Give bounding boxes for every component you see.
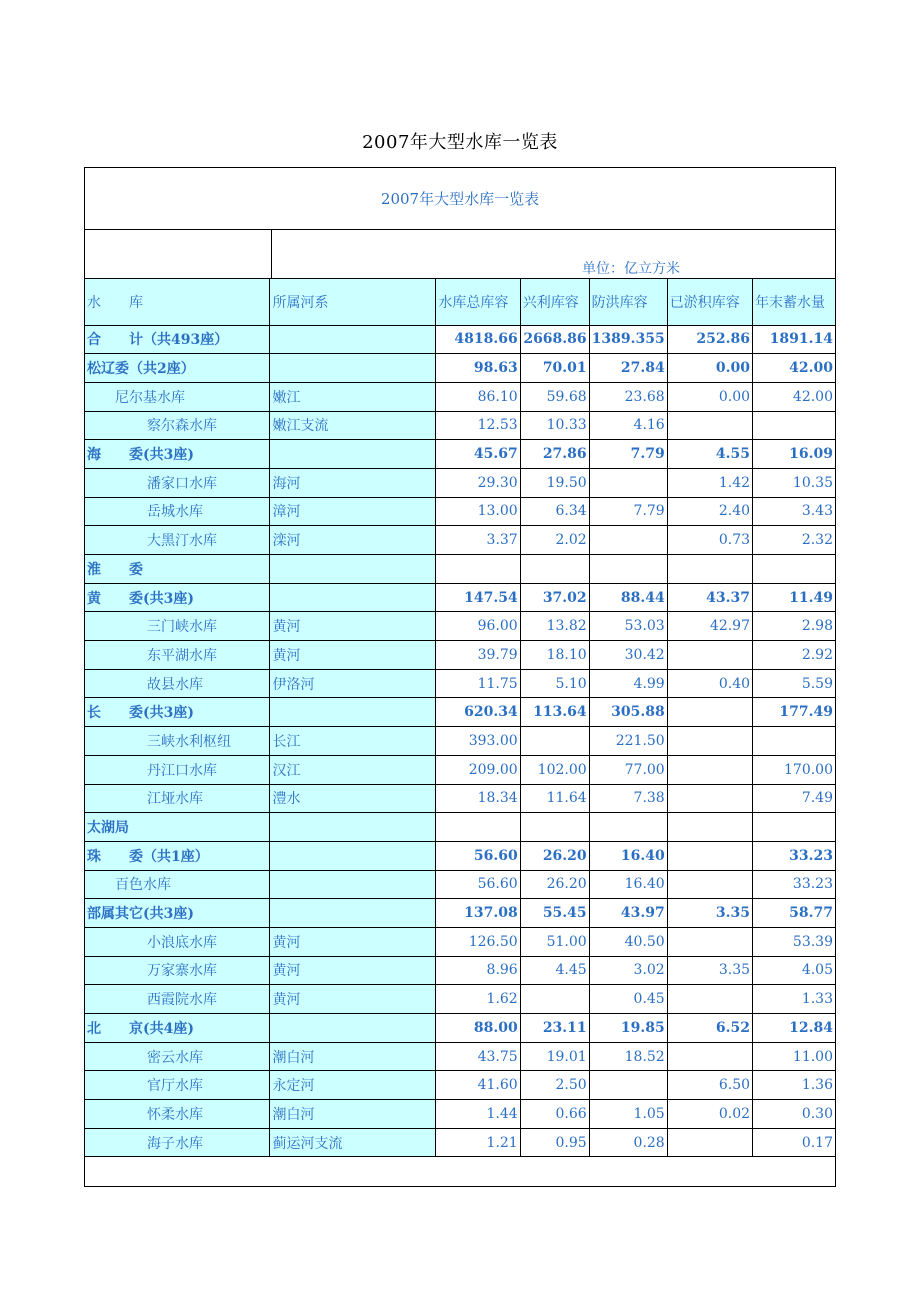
- table-row: [85, 1071, 835, 1100]
- table-row: [85, 727, 835, 756]
- flood-capacity-cell: 0.45: [589, 985, 667, 1014]
- silted-capacity-cell: [667, 698, 752, 727]
- useful-capacity-cell: 11.64: [520, 784, 589, 813]
- useful-capacity-cell: 27.86: [520, 440, 589, 469]
- flood-capacity-cell: 3.02: [589, 956, 667, 985]
- total-capacity-cell: 18.34: [436, 784, 520, 813]
- useful-capacity-cell: [520, 555, 589, 584]
- flood-capacity-cell: 53.03: [589, 612, 667, 641]
- total-capacity-cell: 56.60: [436, 841, 520, 870]
- total-capacity-cell: 126.50: [436, 927, 520, 956]
- unit-label: 单位：亿立方米: [582, 261, 680, 277]
- flood-capacity-cell: 88.44: [589, 583, 667, 612]
- table-row: [85, 755, 835, 784]
- table-row: [85, 497, 835, 526]
- year-end-storage-cell: 16.09: [753, 440, 835, 469]
- reservoir-name-cell: 黄 委(共3座): [85, 583, 270, 612]
- reservoir-name-cell: 万家寨水库: [85, 956, 270, 985]
- reservoir-table: [85, 279, 835, 1157]
- flood-capacity-cell: 77.00: [589, 755, 667, 784]
- year-end-storage-cell: [753, 727, 835, 756]
- header-flood-capacity: 防洪库容: [589, 279, 667, 325]
- table-row: [85, 1042, 835, 1071]
- river-cell: [270, 440, 436, 469]
- flood-capacity-cell: 19.85: [589, 1014, 667, 1043]
- table-row: [85, 927, 835, 956]
- table-caption: 2007年大型水库一览表: [85, 168, 835, 230]
- total-capacity-cell: 29.30: [436, 468, 520, 497]
- year-end-storage-cell: 1891.14: [753, 325, 835, 354]
- header-total-capacity: 水库总库容: [436, 279, 520, 325]
- reservoir-name-cell: 岳城水库: [85, 497, 270, 526]
- river-cell: [270, 583, 436, 612]
- year-end-storage-cell: 2.98: [753, 612, 835, 641]
- year-end-storage-cell: [753, 555, 835, 584]
- total-capacity-cell: 209.00: [436, 755, 520, 784]
- year-end-storage-cell: 2.92: [753, 641, 835, 670]
- silted-capacity-cell: 0.02: [667, 1100, 752, 1129]
- year-end-storage-cell: 2.32: [753, 526, 835, 555]
- reservoir-name-cell: 海子水库: [85, 1128, 270, 1157]
- silted-capacity-cell: [667, 755, 752, 784]
- total-capacity-cell: 88.00: [436, 1014, 520, 1043]
- silted-capacity-cell: [667, 555, 752, 584]
- silted-capacity-cell: 0.40: [667, 669, 752, 698]
- useful-capacity-cell: 19.01: [520, 1042, 589, 1071]
- flood-capacity-cell: 221.50: [589, 727, 667, 756]
- flood-capacity-cell: 0.28: [589, 1128, 667, 1157]
- useful-capacity-cell: 59.68: [520, 382, 589, 411]
- reservoir-name-cell: 太湖局: [85, 813, 270, 842]
- river-cell: [270, 325, 436, 354]
- useful-capacity-cell: 26.20: [520, 841, 589, 870]
- silted-capacity-cell: 0.00: [667, 382, 752, 411]
- total-capacity-cell: 39.79: [436, 641, 520, 670]
- header-river: 所属河系: [270, 279, 436, 325]
- silted-capacity-cell: [667, 985, 752, 1014]
- useful-capacity-cell: 19.50: [520, 468, 589, 497]
- useful-capacity-cell: 55.45: [520, 899, 589, 928]
- river-cell: 澧水: [270, 784, 436, 813]
- table-row: [85, 641, 835, 670]
- reservoir-name-cell: 潘家口水库: [85, 468, 270, 497]
- river-cell: 海河: [270, 468, 436, 497]
- useful-capacity-cell: [520, 985, 589, 1014]
- river-cell: 嫩江支流: [270, 411, 436, 440]
- useful-capacity-cell: [520, 813, 589, 842]
- total-capacity-cell: 147.54: [436, 583, 520, 612]
- unit-row: [85, 230, 835, 279]
- silted-capacity-cell: 3.35: [667, 899, 752, 928]
- total-capacity-cell: 11.75: [436, 669, 520, 698]
- reservoir-name-cell: 松辽委（共2座）: [85, 354, 270, 383]
- flood-capacity-cell: [589, 1071, 667, 1100]
- table-row: [85, 354, 835, 383]
- silted-capacity-cell: 252.86: [667, 325, 752, 354]
- silted-capacity-cell: 6.52: [667, 1014, 752, 1043]
- total-capacity-cell: 1.21: [436, 1128, 520, 1157]
- useful-capacity-cell: 2.02: [520, 526, 589, 555]
- header-year-end-storage: 年末蓄水量: [753, 279, 835, 325]
- reservoir-name-cell: 尼尔基水库: [85, 382, 270, 411]
- useful-capacity-cell: 13.82: [520, 612, 589, 641]
- table-row: [85, 555, 835, 584]
- useful-capacity-cell: 70.01: [520, 354, 589, 383]
- table-row: [85, 382, 835, 411]
- reservoir-name-cell: 淮 委: [85, 555, 270, 584]
- reservoir-name-cell: 丹江口水库: [85, 755, 270, 784]
- flood-capacity-cell: 40.50: [589, 927, 667, 956]
- silted-capacity-cell: 4.55: [667, 440, 752, 469]
- useful-capacity-cell: 2.50: [520, 1071, 589, 1100]
- river-cell: [270, 870, 436, 899]
- total-capacity-cell: 1.44: [436, 1100, 520, 1129]
- reservoir-name-cell: 察尔森水库: [85, 411, 270, 440]
- year-end-storage-cell: 42.00: [753, 382, 835, 411]
- silted-capacity-cell: [667, 641, 752, 670]
- year-end-storage-cell: 0.17: [753, 1128, 835, 1157]
- silted-capacity-cell: 1.42: [667, 468, 752, 497]
- flood-capacity-cell: 7.79: [589, 497, 667, 526]
- total-capacity-cell: 13.00: [436, 497, 520, 526]
- table-row: [85, 669, 835, 698]
- useful-capacity-cell: 37.02: [520, 583, 589, 612]
- total-capacity-cell: 56.60: [436, 870, 520, 899]
- reservoir-name-cell: 东平湖水库: [85, 641, 270, 670]
- silted-capacity-cell: [667, 870, 752, 899]
- reservoir-name-cell: 密云水库: [85, 1042, 270, 1071]
- useful-capacity-cell: 2668.86: [520, 325, 589, 354]
- flood-capacity-cell: [589, 813, 667, 842]
- year-end-storage-cell: 1.36: [753, 1071, 835, 1100]
- table-row: [85, 325, 835, 354]
- reservoir-name-cell: 部属其它(共3座): [85, 899, 270, 928]
- year-end-storage-cell: 1.33: [753, 985, 835, 1014]
- useful-capacity-cell: 0.95: [520, 1128, 589, 1157]
- flood-capacity-cell: 4.16: [589, 411, 667, 440]
- table-row: [85, 813, 835, 842]
- table-header-row: [85, 279, 835, 325]
- total-capacity-cell: 1.62: [436, 985, 520, 1014]
- river-cell: 潮白河: [270, 1042, 436, 1071]
- table-row: [85, 870, 835, 899]
- year-end-storage-cell: 12.84: [753, 1014, 835, 1043]
- flood-capacity-cell: 18.52: [589, 1042, 667, 1071]
- silted-capacity-cell: [667, 927, 752, 956]
- table-row: [85, 1128, 835, 1157]
- reservoir-name-cell: 海 委(共3座): [85, 440, 270, 469]
- table-row: [85, 526, 835, 555]
- flood-capacity-cell: 23.68: [589, 382, 667, 411]
- reservoir-name-cell: 百色水库: [85, 870, 270, 899]
- reservoir-name-cell: 北 京(共4座): [85, 1014, 270, 1043]
- silted-capacity-cell: 2.40: [667, 497, 752, 526]
- total-capacity-cell: [436, 813, 520, 842]
- year-end-storage-cell: 3.43: [753, 497, 835, 526]
- river-cell: 黄河: [270, 612, 436, 641]
- table-row: [85, 899, 835, 928]
- silted-capacity-cell: [667, 784, 752, 813]
- flood-capacity-cell: 16.40: [589, 841, 667, 870]
- year-end-storage-cell: 11.49: [753, 583, 835, 612]
- flood-capacity-cell: 16.40: [589, 870, 667, 899]
- reservoir-name-cell: 江垭水库: [85, 784, 270, 813]
- river-cell: 黄河: [270, 985, 436, 1014]
- total-capacity-cell: 96.00: [436, 612, 520, 641]
- flood-capacity-cell: 7.38: [589, 784, 667, 813]
- page-title: 2007年大型水库一览表: [362, 132, 558, 153]
- reservoir-table-frame: [84, 167, 836, 1187]
- table-row: [85, 440, 835, 469]
- year-end-storage-cell: 0.30: [753, 1100, 835, 1129]
- reservoir-name-cell: 官厅水库: [85, 1071, 270, 1100]
- total-capacity-cell: 12.53: [436, 411, 520, 440]
- flood-capacity-cell: 1.05: [589, 1100, 667, 1129]
- total-capacity-cell: 86.10: [436, 382, 520, 411]
- river-cell: 潮白河: [270, 1100, 436, 1129]
- table-row: [85, 985, 835, 1014]
- river-cell: [270, 555, 436, 584]
- silted-capacity-cell: 0.00: [667, 354, 752, 383]
- year-end-storage-cell: 7.49: [753, 784, 835, 813]
- useful-capacity-cell: 6.34: [520, 497, 589, 526]
- table-row: [85, 612, 835, 641]
- total-capacity-cell: 41.60: [436, 1071, 520, 1100]
- header-reservoir: 水 库: [85, 279, 270, 325]
- year-end-storage-cell: 33.23: [753, 870, 835, 899]
- river-cell: 漳河: [270, 497, 436, 526]
- year-end-storage-cell: [753, 813, 835, 842]
- table-row: [85, 583, 835, 612]
- table-row: [85, 956, 835, 985]
- river-cell: [270, 1014, 436, 1043]
- table-row: [85, 1014, 835, 1043]
- reservoir-name-cell: 三峡水利枢纽: [85, 727, 270, 756]
- reservoir-name-cell: 长 委(共3座): [85, 698, 270, 727]
- table-row: [85, 468, 835, 497]
- silted-capacity-cell: 6.50: [667, 1071, 752, 1100]
- table-row: [85, 841, 835, 870]
- total-capacity-cell: 8.96: [436, 956, 520, 985]
- year-end-storage-cell: 33.23: [753, 841, 835, 870]
- river-cell: [270, 698, 436, 727]
- flood-capacity-cell: [589, 468, 667, 497]
- useful-capacity-cell: 18.10: [520, 641, 589, 670]
- year-end-storage-cell: 4.05: [753, 956, 835, 985]
- reservoir-name-cell: 小浪底水库: [85, 927, 270, 956]
- reservoir-name-cell: 珠 委（共1座）: [85, 841, 270, 870]
- year-end-storage-cell: 170.00: [753, 755, 835, 784]
- useful-capacity-cell: 10.33: [520, 411, 589, 440]
- year-end-storage-cell: 42.00: [753, 354, 835, 383]
- flood-capacity-cell: 1389.355: [589, 325, 667, 354]
- year-end-storage-cell: 11.00: [753, 1042, 835, 1071]
- reservoir-name-cell: 故县水库: [85, 669, 270, 698]
- total-capacity-cell: 3.37: [436, 526, 520, 555]
- silted-capacity-cell: [667, 411, 752, 440]
- river-cell: [270, 813, 436, 842]
- flood-capacity-cell: 4.99: [589, 669, 667, 698]
- reservoir-name-cell: 大黑汀水库: [85, 526, 270, 555]
- flood-capacity-cell: 305.88: [589, 698, 667, 727]
- useful-capacity-cell: 102.00: [520, 755, 589, 784]
- river-cell: 永定河: [270, 1071, 436, 1100]
- useful-capacity-cell: 0.66: [520, 1100, 589, 1129]
- river-cell: 黄河: [270, 927, 436, 956]
- total-capacity-cell: 393.00: [436, 727, 520, 756]
- river-cell: 长江: [270, 727, 436, 756]
- year-end-storage-cell: 58.77: [753, 899, 835, 928]
- flood-capacity-cell: [589, 555, 667, 584]
- total-capacity-cell: [436, 555, 520, 584]
- flood-capacity-cell: 30.42: [589, 641, 667, 670]
- useful-capacity-cell: 26.20: [520, 870, 589, 899]
- flood-capacity-cell: 43.97: [589, 899, 667, 928]
- river-cell: 汉江: [270, 755, 436, 784]
- total-capacity-cell: 4818.66: [436, 325, 520, 354]
- year-end-storage-cell: 53.39: [753, 927, 835, 956]
- unit-row-blank-cell: [85, 230, 272, 278]
- useful-capacity-cell: [520, 727, 589, 756]
- table-row: [85, 1100, 835, 1129]
- reservoir-name-cell: 合 计（共493座）: [85, 325, 270, 354]
- year-end-storage-cell: 177.49: [753, 698, 835, 727]
- river-cell: 黄河: [270, 641, 436, 670]
- year-end-storage-cell: 5.59: [753, 669, 835, 698]
- useful-capacity-cell: 113.64: [520, 698, 589, 727]
- silted-capacity-cell: [667, 1042, 752, 1071]
- reservoir-name-cell: 西霞院水库: [85, 985, 270, 1014]
- river-cell: 嫩江: [270, 382, 436, 411]
- reservoir-name-cell: 三门峡水库: [85, 612, 270, 641]
- silted-capacity-cell: [667, 813, 752, 842]
- river-cell: 伊洛河: [270, 669, 436, 698]
- table-row: [85, 698, 835, 727]
- total-capacity-cell: 43.75: [436, 1042, 520, 1071]
- total-capacity-cell: 98.63: [436, 354, 520, 383]
- useful-capacity-cell: 4.45: [520, 956, 589, 985]
- year-end-storage-cell: [753, 411, 835, 440]
- silted-capacity-cell: 0.73: [667, 526, 752, 555]
- silted-capacity-cell: [667, 1128, 752, 1157]
- silted-capacity-cell: [667, 841, 752, 870]
- header-useful-capacity: 兴利库容: [520, 279, 589, 325]
- flood-capacity-cell: 7.79: [589, 440, 667, 469]
- silted-capacity-cell: [667, 727, 752, 756]
- river-cell: [270, 354, 436, 383]
- useful-capacity-cell: 51.00: [520, 927, 589, 956]
- flood-capacity-cell: 27.84: [589, 354, 667, 383]
- river-cell: 蓟运河支流: [270, 1128, 436, 1157]
- total-capacity-cell: 620.34: [436, 698, 520, 727]
- header-silted-capacity: 已淤积库容: [667, 279, 752, 325]
- river-cell: [270, 899, 436, 928]
- silted-capacity-cell: 3.35: [667, 956, 752, 985]
- silted-capacity-cell: 42.97: [667, 612, 752, 641]
- total-capacity-cell: 137.08: [436, 899, 520, 928]
- flood-capacity-cell: [589, 526, 667, 555]
- useful-capacity-cell: 5.10: [520, 669, 589, 698]
- river-cell: 黄河: [270, 956, 436, 985]
- useful-capacity-cell: 23.11: [520, 1014, 589, 1043]
- silted-capacity-cell: 43.37: [667, 583, 752, 612]
- table-row: [85, 784, 835, 813]
- total-capacity-cell: 45.67: [436, 440, 520, 469]
- table-row: [85, 411, 835, 440]
- reservoir-name-cell: 怀柔水库: [85, 1100, 270, 1129]
- river-cell: 滦河: [270, 526, 436, 555]
- year-end-storage-cell: 10.35: [753, 468, 835, 497]
- river-cell: [270, 841, 436, 870]
- table-body: [85, 279, 835, 1157]
